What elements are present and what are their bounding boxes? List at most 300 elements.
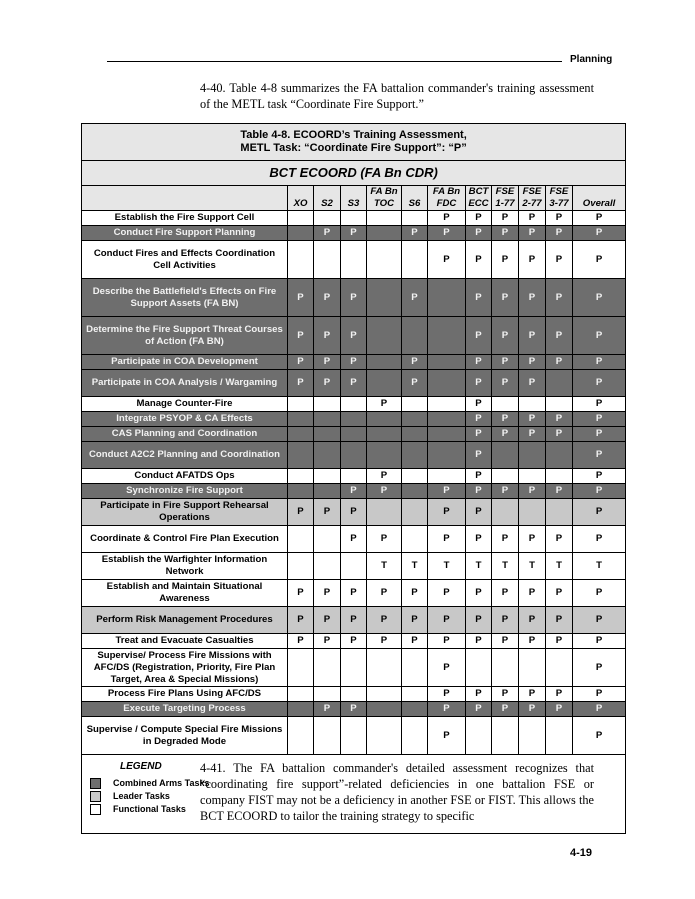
rating-cell: P	[573, 279, 626, 317]
task-name: Treat and Evacuate Casualties	[82, 634, 288, 649]
rating-cell	[402, 526, 428, 553]
rating-cell: P	[314, 607, 341, 634]
rating-cell	[367, 687, 402, 702]
legend-label: Leader Tasks	[113, 791, 170, 801]
rating-cell: P	[519, 241, 546, 279]
rating-cell: P	[492, 484, 519, 499]
rating-cell	[314, 717, 341, 755]
rating-cell: P	[367, 634, 402, 649]
task-name: Coordinate & Control Fire Plan Execution	[82, 526, 288, 553]
table-subtitle: BCT ECOORD (FA Bn CDR)	[82, 161, 626, 186]
rating-cell: P	[519, 702, 546, 717]
rating-cell: P	[341, 355, 367, 370]
rating-cell: P	[466, 442, 492, 469]
task-name: Manage Counter-Fire	[82, 397, 288, 412]
rating-cell	[519, 442, 546, 469]
rating-cell: T	[546, 553, 573, 580]
rating-cell	[314, 469, 341, 484]
rating-cell: P	[314, 499, 341, 526]
rating-cell: P	[546, 355, 573, 370]
rating-cell: P	[519, 355, 546, 370]
task-name: Establish and Maintain Situational Awareness	[82, 580, 288, 607]
task-name: Execute Targeting Process	[82, 702, 288, 717]
rating-cell	[288, 241, 314, 279]
table-row	[82, 442, 626, 469]
rating-cell	[428, 317, 466, 355]
rating-cell: P	[519, 687, 546, 702]
rating-cell: P	[314, 279, 341, 317]
rating-cell	[288, 687, 314, 702]
column-header-row	[82, 186, 626, 211]
task-name: Supervise / Compute Special Fire Missions in Degraded Mode	[82, 717, 288, 755]
rating-cell	[288, 412, 314, 427]
rating-cell: T	[428, 553, 466, 580]
rating-cell: P	[519, 580, 546, 607]
rating-cell: P	[288, 499, 314, 526]
rating-cell	[367, 279, 402, 317]
rating-cell	[402, 427, 428, 442]
rating-cell	[341, 553, 367, 580]
rating-cell	[367, 442, 402, 469]
task-name: CAS Planning and Coordination	[82, 427, 288, 442]
rating-cell: P	[492, 241, 519, 279]
rating-cell: P	[367, 397, 402, 412]
rating-cell	[402, 211, 428, 226]
column-header: S3	[341, 186, 367, 211]
rating-cell: P	[341, 484, 367, 499]
rating-cell	[367, 317, 402, 355]
rating-cell: P	[466, 526, 492, 553]
rating-cell	[288, 469, 314, 484]
rating-cell: P	[519, 370, 546, 397]
rating-cell	[367, 211, 402, 226]
rating-cell: P	[546, 607, 573, 634]
section-title: Planning	[570, 54, 613, 65]
rating-cell	[314, 397, 341, 412]
rating-cell: P	[428, 580, 466, 607]
column-header: FSE 3-77	[546, 186, 573, 211]
rating-cell: P	[288, 580, 314, 607]
rating-cell: P	[492, 580, 519, 607]
training-assessment-table	[81, 123, 626, 834]
table-row	[82, 649, 626, 687]
rating-cell: P	[546, 484, 573, 499]
rating-cell	[367, 412, 402, 427]
rating-cell: P	[519, 226, 546, 241]
rating-cell	[546, 397, 573, 412]
rating-cell: P	[402, 370, 428, 397]
rating-cell	[341, 649, 367, 687]
rating-cell	[288, 702, 314, 717]
rating-cell: P	[466, 634, 492, 649]
rating-cell: P	[466, 412, 492, 427]
rating-cell	[288, 526, 314, 553]
rating-cell: P	[341, 317, 367, 355]
rating-cell: P	[341, 580, 367, 607]
rating-cell: P	[466, 226, 492, 241]
rating-cell: P	[519, 634, 546, 649]
rating-cell: P	[367, 469, 402, 484]
table-row	[82, 279, 626, 317]
rating-cell: P	[466, 241, 492, 279]
rating-cell: P	[492, 427, 519, 442]
rating-cell	[492, 469, 519, 484]
task-name: Participate in COA Analysis / Wargaming	[82, 370, 288, 397]
rating-cell: P	[573, 427, 626, 442]
rating-cell	[492, 499, 519, 526]
table-row	[82, 241, 626, 279]
table-row	[82, 499, 626, 526]
rating-cell	[428, 397, 466, 412]
rating-cell	[428, 412, 466, 427]
task-name: Establish the Warfighter Information Network	[82, 553, 288, 580]
rating-cell: P	[492, 211, 519, 226]
rating-cell	[288, 442, 314, 469]
rating-cell	[341, 717, 367, 755]
rating-cell: P	[546, 526, 573, 553]
rating-cell: P	[428, 634, 466, 649]
table-title	[82, 124, 626, 161]
table-row	[82, 226, 626, 241]
rating-cell: P	[573, 211, 626, 226]
rating-cell: P	[546, 279, 573, 317]
rating-cell	[428, 469, 466, 484]
rating-cell: P	[341, 607, 367, 634]
rating-cell: T	[492, 553, 519, 580]
rating-cell: P	[573, 687, 626, 702]
rating-cell: P	[367, 526, 402, 553]
rating-cell	[341, 469, 367, 484]
rating-cell	[341, 211, 367, 226]
rating-cell: P	[573, 317, 626, 355]
rating-cell: P	[288, 355, 314, 370]
rating-cell: P	[367, 580, 402, 607]
rating-cell	[492, 397, 519, 412]
rating-cell: P	[428, 702, 466, 717]
table-row	[82, 484, 626, 499]
rating-cell	[367, 226, 402, 241]
rating-cell: P	[519, 484, 546, 499]
legend-label: Functional Tasks	[113, 804, 186, 814]
rating-cell: P	[546, 317, 573, 355]
rating-cell: P	[573, 717, 626, 755]
rating-cell	[314, 553, 341, 580]
rating-cell: P	[341, 702, 367, 717]
legend-swatch-icon	[90, 804, 101, 815]
table-row	[82, 553, 626, 580]
rating-cell	[314, 526, 341, 553]
rating-cell	[519, 717, 546, 755]
rating-cell	[428, 427, 466, 442]
table-row	[82, 211, 626, 226]
table-row	[82, 317, 626, 355]
rating-cell: P	[402, 226, 428, 241]
rating-cell: P	[546, 427, 573, 442]
rating-cell: P	[288, 607, 314, 634]
rating-cell	[402, 702, 428, 717]
column-header: XO	[288, 186, 314, 211]
rating-cell	[402, 649, 428, 687]
rating-cell	[367, 355, 402, 370]
rating-cell	[402, 397, 428, 412]
rating-cell: P	[492, 634, 519, 649]
rating-cell	[519, 649, 546, 687]
task-name: Establish the Fire Support Cell	[82, 211, 288, 226]
rating-cell: T	[466, 553, 492, 580]
rating-cell: P	[573, 499, 626, 526]
rating-cell	[288, 717, 314, 755]
column-header: S6	[402, 186, 428, 211]
rating-cell: P	[573, 484, 626, 499]
rating-cell	[314, 427, 341, 442]
task-name: Conduct AFATDS Ops	[82, 469, 288, 484]
rating-cell	[492, 442, 519, 469]
legend-swatch-icon	[90, 778, 101, 789]
rating-cell	[314, 241, 341, 279]
rating-cell: P	[466, 499, 492, 526]
task-name: Perform Risk Management Procedures	[82, 607, 288, 634]
rating-cell: P	[428, 499, 466, 526]
rating-cell	[367, 370, 402, 397]
rating-cell	[546, 370, 573, 397]
rating-cell: P	[314, 317, 341, 355]
rating-cell: P	[492, 317, 519, 355]
rating-cell: P	[428, 687, 466, 702]
rating-cell: P	[428, 607, 466, 634]
rating-cell: P	[466, 211, 492, 226]
intro-paragraph: 4-40. Table 4-8 summarizes the FA battalion commander's training assessment of the METL task “Coordinate Fire Support.”	[200, 81, 594, 111]
rating-cell: P	[492, 526, 519, 553]
rating-cell: P	[466, 484, 492, 499]
rating-cell	[367, 499, 402, 526]
rating-cell	[367, 427, 402, 442]
rating-cell	[519, 499, 546, 526]
rating-cell	[288, 553, 314, 580]
task-name: Participate in COA Development	[82, 355, 288, 370]
rating-cell	[288, 649, 314, 687]
rating-cell: P	[546, 702, 573, 717]
rating-cell: P	[466, 355, 492, 370]
rating-cell: P	[519, 526, 546, 553]
rating-cell: P	[466, 427, 492, 442]
column-header: FA Bn FDC	[428, 186, 466, 211]
column-header: S2	[314, 186, 341, 211]
body-paragraph: 4-41. The FA battalion commander's detailed assessment recognizes that “coordinating fire support”-related deficiencies in one battalion FSE or company FIST may not be a deficiency in another FSE or FIST. This allows the BCT ECOORD to tailor the training strategy to specific	[200, 761, 594, 823]
rating-cell: P	[402, 279, 428, 317]
rating-cell	[402, 442, 428, 469]
rating-cell: P	[428, 241, 466, 279]
rating-cell	[428, 442, 466, 469]
rating-cell	[492, 649, 519, 687]
rating-cell: P	[466, 370, 492, 397]
rating-cell: T	[402, 553, 428, 580]
rating-cell: P	[466, 469, 492, 484]
rating-cell	[341, 241, 367, 279]
rating-cell: P	[573, 702, 626, 717]
task-name: Conduct A2C2 Planning and Coordination	[82, 442, 288, 469]
rating-cell: P	[519, 279, 546, 317]
rating-cell: P	[573, 412, 626, 427]
rating-cell: P	[341, 526, 367, 553]
rating-cell	[367, 241, 402, 279]
table-row	[82, 412, 626, 427]
rating-cell: P	[573, 241, 626, 279]
rating-cell	[402, 317, 428, 355]
rating-cell	[492, 717, 519, 755]
rating-cell	[402, 412, 428, 427]
rating-cell	[314, 687, 341, 702]
rating-cell	[428, 370, 466, 397]
header-rule	[107, 61, 562, 62]
legend-label: Combined Arms Tasks	[113, 778, 210, 788]
rating-cell	[546, 717, 573, 755]
rating-cell	[341, 427, 367, 442]
table-row	[82, 607, 626, 634]
rating-cell	[314, 211, 341, 226]
rating-cell	[466, 649, 492, 687]
table-row	[82, 687, 626, 702]
rating-cell: P	[466, 580, 492, 607]
rating-cell	[402, 717, 428, 755]
task-name: Process Fire Plans Using AFC/DS	[82, 687, 288, 702]
rating-cell: P	[402, 634, 428, 649]
rating-cell	[546, 499, 573, 526]
rating-cell: P	[367, 484, 402, 499]
rating-cell: P	[546, 211, 573, 226]
rating-cell: P	[367, 607, 402, 634]
rating-cell: P	[546, 580, 573, 607]
table-row	[82, 526, 626, 553]
rating-cell	[402, 241, 428, 279]
task-name: Describe the Battlefield's Effects on Fire Support Assets (FA BN)	[82, 279, 288, 317]
rating-cell	[402, 687, 428, 702]
rating-cell: P	[466, 607, 492, 634]
rating-cell: P	[573, 526, 626, 553]
rating-cell: P	[288, 634, 314, 649]
rating-cell: P	[492, 370, 519, 397]
rating-cell	[341, 442, 367, 469]
rating-cell: P	[573, 370, 626, 397]
table-row	[82, 355, 626, 370]
rating-cell: P	[573, 469, 626, 484]
rating-cell: T	[573, 553, 626, 580]
rating-cell: P	[314, 634, 341, 649]
rating-cell: P	[288, 279, 314, 317]
rating-cell: P	[546, 634, 573, 649]
rating-cell	[402, 484, 428, 499]
rating-cell: T	[367, 553, 402, 580]
rating-cell: P	[402, 607, 428, 634]
rating-cell	[367, 702, 402, 717]
page-number: 4-19	[570, 847, 593, 859]
rating-cell	[341, 397, 367, 412]
rating-cell	[341, 412, 367, 427]
rating-cell: P	[573, 355, 626, 370]
rating-cell: P	[428, 717, 466, 755]
rating-cell: P	[573, 226, 626, 241]
rating-cell: P	[546, 687, 573, 702]
rating-cell	[288, 397, 314, 412]
table-row	[82, 397, 626, 412]
rating-cell: P	[341, 499, 367, 526]
rating-cell	[314, 484, 341, 499]
table-title-line1: Table 4-8. ECOORD’s Training Assessment,	[240, 129, 467, 141]
rating-cell	[519, 397, 546, 412]
rating-cell: P	[428, 649, 466, 687]
rating-cell: P	[546, 226, 573, 241]
rating-cell: P	[492, 355, 519, 370]
rating-cell	[402, 499, 428, 526]
rating-cell: P	[402, 580, 428, 607]
rating-cell: P	[428, 526, 466, 553]
rating-cell: P	[492, 607, 519, 634]
rating-cell: P	[492, 687, 519, 702]
rating-cell: P	[428, 211, 466, 226]
table-row	[82, 469, 626, 484]
rating-cell: P	[573, 607, 626, 634]
task-name: Integrate PSYOP & CA Effects	[82, 412, 288, 427]
legend-swatch-icon	[90, 791, 101, 802]
rating-cell: P	[288, 370, 314, 397]
table-row	[82, 370, 626, 397]
rating-cell: P	[341, 279, 367, 317]
table-row	[82, 702, 626, 717]
rating-cell	[288, 211, 314, 226]
rating-cell	[288, 427, 314, 442]
rating-cell: P	[466, 317, 492, 355]
rating-cell	[314, 442, 341, 469]
rating-cell	[341, 687, 367, 702]
rating-cell: P	[492, 279, 519, 317]
rating-cell	[367, 649, 402, 687]
rating-cell	[314, 649, 341, 687]
rating-cell: P	[546, 241, 573, 279]
column-header: BCT ECC	[466, 186, 492, 211]
rating-cell	[466, 717, 492, 755]
column-header: FSE 1-77	[492, 186, 519, 211]
rating-cell	[428, 279, 466, 317]
rating-cell: P	[519, 427, 546, 442]
rating-cell	[519, 469, 546, 484]
rating-cell: T	[519, 553, 546, 580]
task-name: Conduct Fire Support Planning	[82, 226, 288, 241]
rating-cell: P	[314, 370, 341, 397]
rating-cell: P	[314, 580, 341, 607]
rating-cell: P	[341, 226, 367, 241]
table-row	[82, 580, 626, 607]
rating-cell: P	[314, 226, 341, 241]
rating-cell: P	[492, 702, 519, 717]
rating-cell: P	[573, 442, 626, 469]
rating-cell	[367, 717, 402, 755]
rating-cell	[314, 412, 341, 427]
task-name: Participate in Fire Support Rehearsal Operations	[82, 499, 288, 526]
rating-cell: P	[573, 397, 626, 412]
rating-cell	[288, 484, 314, 499]
rating-cell	[402, 469, 428, 484]
rating-cell: P	[466, 687, 492, 702]
task-name: Synchronize Fire Support	[82, 484, 288, 499]
rating-cell: P	[402, 355, 428, 370]
rating-cell: P	[341, 634, 367, 649]
table-row	[82, 717, 626, 755]
rating-cell	[546, 469, 573, 484]
rating-cell: P	[288, 317, 314, 355]
rating-cell	[428, 355, 466, 370]
rating-cell: P	[428, 226, 466, 241]
column-header: FSE 2-77	[519, 186, 546, 211]
rating-cell: P	[573, 649, 626, 687]
